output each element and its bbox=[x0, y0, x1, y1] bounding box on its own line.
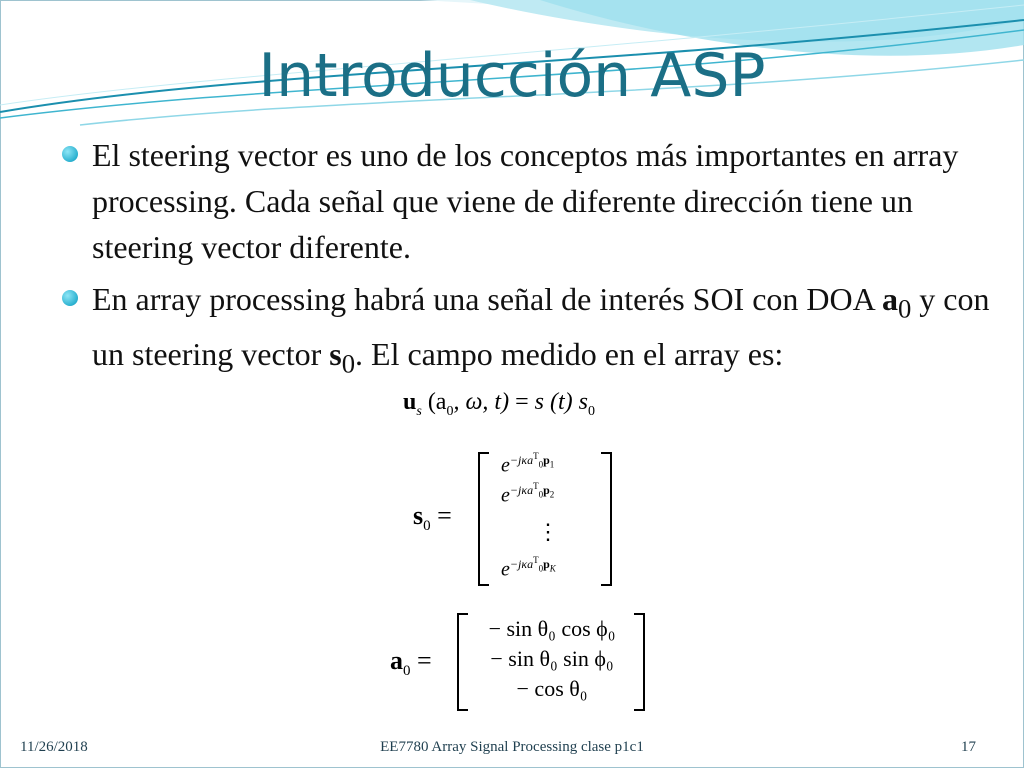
eq-s0-row-exp-sup: T bbox=[533, 451, 539, 461]
eq-s0-row-exp-sup: T bbox=[533, 481, 539, 491]
eq-s0-row-p-sub: 1 bbox=[549, 459, 555, 470]
bullet-text: El steering vector es uno de los conceptos más importantes en array processing. Cada señal que viene de diferente dirección tiene un steering vector diferente. bbox=[92, 137, 959, 265]
footer-course: EE7780 Array Signal Processing clase p1c1 bbox=[380, 739, 644, 755]
eq-us-lhs-sub: s bbox=[416, 403, 422, 419]
equation-s0 bbox=[405, 443, 623, 593]
eq-s0-equals: = bbox=[437, 501, 452, 530]
symbol-a-subscript: 0 bbox=[897, 293, 912, 324]
eq-us-equals: = bbox=[515, 389, 529, 415]
right-bracket-icon bbox=[630, 612, 650, 712]
eq-s0-row-p: p bbox=[543, 483, 550, 497]
left-bracket-icon bbox=[475, 451, 495, 587]
eq-a0-row-2: − sin θ₀ sin ϕ₀ bbox=[490, 646, 614, 671]
eq-a0-row-1: − sin θ₀ cos ϕ₀ bbox=[488, 616, 616, 641]
eq-s0-row-exp: −jκa bbox=[509, 557, 534, 571]
eq-s0-row-exp: −jκa bbox=[509, 483, 534, 497]
symbol-s-subscript: 0 bbox=[341, 348, 356, 379]
bullet-dot-icon bbox=[62, 290, 78, 306]
bullet-item-steering-vector bbox=[62, 132, 992, 270]
footer-page-number: 17 bbox=[961, 739, 976, 755]
eq-s0-row-p-sub: K bbox=[549, 563, 556, 574]
eq-s0-vertical-dots: ⋮ bbox=[537, 519, 559, 544]
eq-a0-equals: = bbox=[417, 646, 432, 675]
eq-a0-lhs: a bbox=[390, 646, 403, 675]
equation-a0 bbox=[370, 608, 655, 716]
eq-us-args-sub: 0 bbox=[446, 403, 454, 419]
eq-us-rhs-sub: 0 bbox=[587, 403, 595, 419]
eq-s0-row-exp-sub: 0 bbox=[538, 563, 544, 574]
eq-us-args: (a bbox=[427, 389, 447, 415]
eq-s0-row-p: p bbox=[543, 557, 550, 571]
equation-us bbox=[393, 383, 631, 427]
eq-s0-row-exp-sub: 0 bbox=[538, 489, 544, 500]
right-bracket-icon bbox=[597, 451, 617, 587]
left-bracket-icon bbox=[454, 612, 474, 712]
bullet-list bbox=[62, 132, 992, 393]
eq-us-args-rest: , ω, t) bbox=[453, 389, 510, 415]
bullet-dot-icon bbox=[62, 146, 78, 162]
bullet-text-part: y con un steering vector bbox=[92, 281, 990, 373]
bullet-text-part: . El campo medido en el array es: bbox=[355, 336, 784, 373]
eq-s0-row-p: p bbox=[543, 453, 550, 467]
eq-s0-row-1 bbox=[501, 451, 554, 478]
eq-s0-row-k bbox=[501, 555, 556, 582]
eq-s0-row-2 bbox=[501, 481, 554, 508]
eq-s0-row-base: e bbox=[501, 454, 510, 477]
bullet-text-part: En array processing habrá una señal de interés SOI con DOA bbox=[92, 281, 882, 317]
eq-s0-row-exp-sub: 0 bbox=[538, 459, 544, 470]
eq-s0-lhs-sub: 0 bbox=[423, 518, 431, 535]
symbol-a-bold: a bbox=[881, 281, 898, 317]
eq-s0-row-p-sub: 2 bbox=[549, 489, 555, 500]
eq-s0-lhs: s bbox=[413, 501, 424, 530]
eq-s0-row-base: e bbox=[501, 484, 510, 507]
footer-date: 11/26/2018 bbox=[20, 739, 88, 755]
eq-us-lhs: u bbox=[403, 389, 417, 415]
bullet-item-soi bbox=[62, 276, 992, 387]
eq-a0-lhs-sub: 0 bbox=[403, 663, 411, 680]
slide-title: Introducción ASP bbox=[258, 41, 766, 111]
eq-us-rhs: s (t) s bbox=[534, 389, 588, 415]
eq-s0-row-exp-sup: T bbox=[533, 555, 539, 565]
eq-s0-row-base: e bbox=[501, 558, 510, 581]
symbol-s-bold: s bbox=[329, 336, 342, 373]
eq-s0-row-exp: −jκa bbox=[509, 453, 534, 467]
eq-a0-row-3: − cos θ₀ bbox=[516, 676, 588, 701]
